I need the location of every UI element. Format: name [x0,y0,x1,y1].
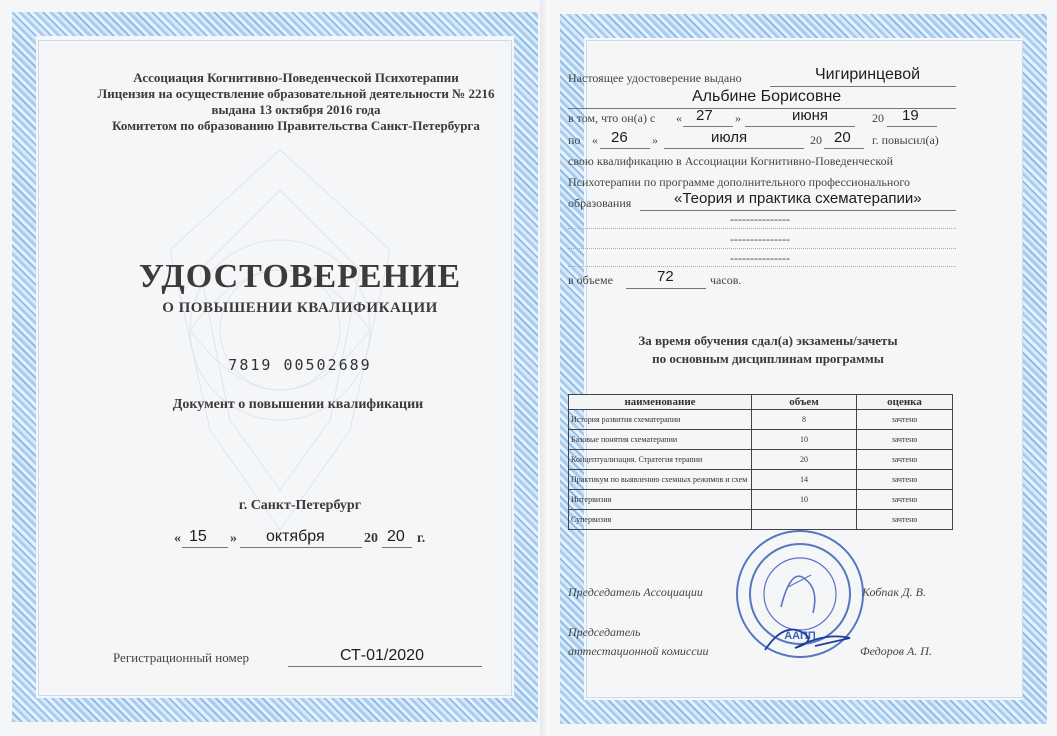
row-volume: 14 [752,470,857,490]
blank-line-3: --------------- [730,251,790,265]
period-to-day: 26 [611,129,628,146]
issuer-name: Ассоциация Когнитивно-Поведенческой Психотерапии [133,70,459,85]
blank-line-1: --------------- [730,212,790,226]
period-from-day: 27 [696,107,713,124]
issue-day: 15 [189,528,207,545]
period-to-month: июля [711,129,748,146]
row-grade: зачтено [857,430,953,450]
col-header-name: наименование [569,395,752,410]
recipient-name: Альбине Борисовне [692,88,842,105]
issued-label: Настоящее удостоверение выдано [568,71,742,85]
row-grade: зачтено [857,470,953,490]
license-issuer: Комитетом по образованию Правительства Санкт-Петербурга [112,118,480,133]
issue-date-open: « [174,531,181,546]
row-volume: 10 [752,490,857,510]
col-header-grade: оценка [857,395,953,410]
document-subtitle: О ПОВЫШЕНИИ КВАЛИФИКАЦИИ [162,300,438,316]
commission-label-2: аттестационной комиссии [568,644,709,658]
exams-title-2: по основным дисциплинам программы [652,351,884,366]
row-name: Супервизия [569,510,752,530]
volume-hours: 72 [657,268,674,285]
registration-number: СТ-01/2020 [340,647,424,664]
row-name: Концептуализация. Стратегия терапии [569,450,752,470]
table-row [569,490,953,510]
issue-year-prefix: 20 [364,531,378,546]
period-from-label: в том, что он(а) с [568,111,656,125]
background-ornament [150,130,410,550]
chair-name: Кобпак Д. В. [862,585,926,599]
issue-year: 20 [387,528,405,545]
qualification-text-2: Психотерапии по программе дополнительного профессионального [568,175,910,189]
document-number: 7819 00502689 [228,356,372,374]
recipient-surname: Чигиринцевой [815,66,921,83]
exams-table [568,394,953,530]
row-grade: зачтено [857,410,953,430]
table-header-row [569,395,953,410]
row-grade: зачтено [857,490,953,510]
volume-label: в объеме [568,273,613,287]
stamp-text: ААПП [784,630,816,642]
row-name: Интервизия [569,490,752,510]
table-row [569,430,953,450]
license-line: Лицензия на осуществление образовательной деятельности № 2216 [97,86,495,101]
row-name: Практикум по выявлению схемных режимов и схем [569,470,752,490]
registration-label: Регистрационный номер [113,650,249,665]
issue-city: г. Санкт-Петербург [238,498,362,513]
document-title: УДОСТОВЕРЕНИЕ [138,258,462,295]
table-row [569,470,953,490]
period-from-month: июня [792,107,829,124]
issue-month: октября [266,528,325,545]
program-name: «Теория и практика схематерапии» [674,190,922,207]
issue-year-suffix: г. [417,531,426,546]
period-from-year: 19 [902,107,919,124]
issue-date-close: » [230,531,237,546]
table-row [569,450,953,470]
row-grade: зачтено [857,450,953,470]
hours-label: часов. [710,273,742,287]
commission-signature [755,612,865,662]
row-name: История развития схематерапии [569,410,752,430]
row-volume: 8 [752,410,857,430]
chair-label: Председатель Ассоциации [568,585,703,599]
document-type: Документ о повышении квалификации [172,397,424,412]
period-from-year-prefix: 20 [872,111,884,125]
qualification-text-1: свою квалификацию в Ассоциации Когнитивно-Поведенческой [568,154,893,168]
license-date: выдана 13 октября 2016 года [211,102,381,117]
commission-name: Федоров А. П. [860,644,932,658]
period-to-label: по [568,133,581,147]
period-to-year-prefix: 20 [810,133,822,147]
commission-label-1: Председатель [568,625,641,639]
col-header-volume: объем [752,395,857,410]
qualification-text-3: образования [568,196,632,210]
blank-line-2: --------------- [730,232,790,246]
period-to-year: 20 [834,129,851,146]
row-grade: зачтено [857,510,953,530]
exams-title-1: За время обучения сдал(а) экзамены/зачеты [638,333,898,348]
row-volume: 10 [752,430,857,450]
row-name: Базовые понятия схематерапии [569,430,752,450]
table-row [569,410,953,430]
period-to-suffix: г. повысил(а) [872,133,939,147]
row-volume: 20 [752,450,857,470]
